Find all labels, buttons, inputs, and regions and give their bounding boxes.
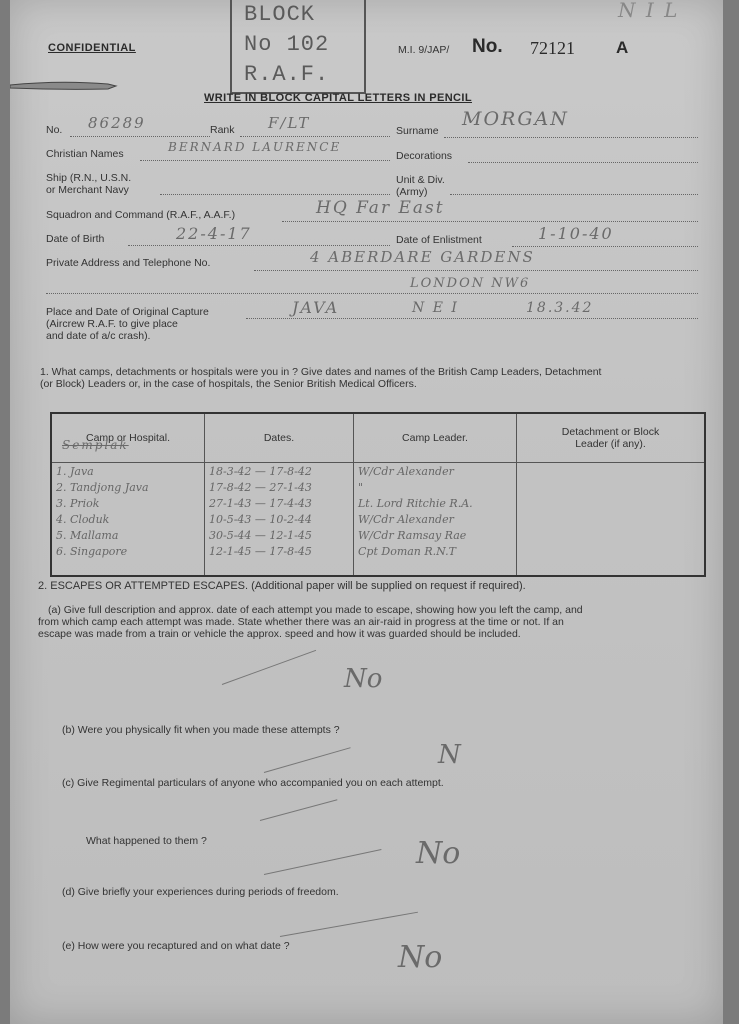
camp-cell: 5. Mallama	[56, 528, 119, 542]
ship-label: Ship (R.N., U.S.N. or Merchant Navy	[46, 172, 132, 196]
section1-text-2: (or Block) Leaders or, in the case of hospitals, the Senior British Medical Officers.	[40, 378, 417, 390]
answer-a: No	[344, 664, 383, 694]
leader-cell: W/Cdr Alexander	[354, 511, 517, 527]
leader-cell: W/Cdr Alexander	[354, 463, 517, 480]
enlistment-value: 1-10-40	[538, 224, 614, 243]
answer-b: N	[438, 740, 461, 770]
block-cell	[517, 543, 706, 559]
answer-e: No	[398, 940, 443, 975]
answer-c: No	[416, 836, 461, 871]
q-c: (c) Give Regimental particulars of anyone who accompanied you on each attempt.	[62, 777, 444, 789]
dob-label: Date of Birth	[46, 233, 105, 245]
form-series: A	[616, 38, 629, 57]
block-cell	[517, 527, 706, 543]
camp-cell: 6. Singapore	[56, 544, 128, 558]
camp-cell: 2. Tandjong Java	[56, 480, 149, 494]
q-a-line-1: (a) Give full description and approx. date of each attempt you made to escape, showing how you left the camp, and	[48, 604, 583, 616]
dob-value: 22-4-17	[176, 224, 252, 243]
dates-cell: 27-1-43 — 17-4-43	[205, 495, 354, 511]
leader-cell: "	[354, 479, 517, 495]
stamp-line-3: R.A.F.	[244, 62, 330, 87]
section1-text-1: 1. What camps, detachments or hospitals were you in ? Give dates and names of the British Camp Leaders, Detachment	[40, 366, 602, 378]
form-no-label: No.	[472, 36, 503, 57]
corner-mark: N I L	[618, 0, 680, 22]
table-row	[51, 479, 705, 495]
confidential-label: CONFIDENTIAL	[48, 42, 136, 54]
q-d: (d) Give briefly your experiences during periods of freedom.	[62, 886, 339, 898]
table-row	[51, 511, 705, 527]
camp-cell: 4. Cloduk	[56, 512, 110, 526]
table-row	[51, 463, 705, 480]
dates-cell: 30-5-44 — 12-1-45	[205, 527, 354, 543]
q-a-line-2: from which camp each attempt was made. State whether there was an air-raid in progress at the time or not. If an	[38, 616, 564, 628]
camp-cell: 3. Priok	[56, 496, 100, 510]
surname-label: Surname	[396, 125, 439, 137]
interrogation-form-page	[10, 0, 723, 1024]
q-e: (e) How were you recaptured and on what date ?	[62, 940, 290, 952]
capture-place: JAVA	[292, 298, 340, 317]
form-number: 72121	[530, 38, 575, 58]
stamp-line-1: BLOCK	[244, 2, 316, 27]
block-cell	[517, 511, 706, 527]
instruction-heading: WRITE IN BLOCK CAPITAL LETTERS IN PENCIL	[204, 92, 472, 104]
block-cell	[517, 463, 706, 480]
col-dates: Dates.	[205, 413, 354, 463]
col-camp: Camp or Hospital.	[51, 413, 205, 463]
camp-cell: 1. Java	[56, 464, 94, 478]
christian-names-value: BERNARD LAURENCE	[168, 140, 342, 154]
dates-cell: 12-1-45 — 17-8-45	[205, 543, 354, 559]
dates-cell: 18-3-42 — 17-8-42	[205, 463, 354, 480]
col-leader: Camp Leader.	[354, 413, 517, 463]
address-line-1: 4 ABERDARE GARDENS	[310, 248, 535, 266]
q-b: (b) Were you physically fit when you made these attempts ?	[62, 724, 340, 736]
leader-cell: Cpt Doman R.N.T	[354, 543, 517, 559]
squadron-value: HQ Far East	[316, 198, 445, 218]
struck-camp-name: Semplak	[62, 438, 129, 452]
address-label: Private Address and Telephone No.	[46, 257, 211, 269]
section2-heading: 2. ESCAPES OR ATTEMPTED ESCAPES. (Additional paper will be supplied on request if required).	[38, 580, 526, 592]
table-row	[51, 543, 705, 559]
christian-names-label: Christian Names	[46, 148, 124, 160]
capture-region: N E I	[412, 300, 459, 316]
binder-ring-icon	[10, 78, 118, 92]
dates-cell: 17-8-42 — 27-1-43	[205, 479, 354, 495]
table-row	[51, 495, 705, 511]
squadron-label: Squadron and Command (R.A.F., A.A.F.)	[46, 209, 236, 221]
no-value: 86289	[88, 114, 146, 132]
dates-cell: 10-5-43 — 10-2-44	[205, 511, 354, 527]
capture-label: Place and Date of Original Capture (Aircrew R.A.F. to give place and date of a/c crash).	[46, 306, 209, 342]
block-stamp	[230, 0, 366, 94]
q-a-line-3: escape was made from a train or vehicle the approx. speed and how it was guarded should be included.	[38, 628, 521, 640]
capture-date: 18.3.42	[526, 300, 594, 316]
ref-label: M.I. 9/JAP/	[398, 44, 450, 56]
q-c-followup: What happened to them ?	[86, 835, 207, 847]
camps-table	[50, 412, 706, 577]
address-line-2: LONDON NW6	[410, 276, 531, 291]
leader-cell: W/Cdr Ramsay Rae	[354, 527, 517, 543]
stamp-line-2: No 102	[244, 32, 330, 57]
leader-cell: Lt. Lord Ritchie R.A.	[354, 495, 517, 511]
table-row	[51, 527, 705, 543]
rank-label: Rank	[210, 124, 235, 136]
enlistment-label: Date of Enlistment	[396, 234, 482, 246]
no-label: No.	[46, 124, 63, 136]
surname-value: MORGAN	[462, 108, 569, 130]
rank-value: F/LT	[268, 114, 311, 132]
block-cell	[517, 479, 706, 495]
col-block: Detachment or Block Leader (if any).	[517, 413, 706, 463]
decorations-label: Decorations	[396, 150, 453, 162]
unit-label: Unit & Div. (Army)	[396, 174, 445, 198]
block-cell	[517, 495, 706, 511]
